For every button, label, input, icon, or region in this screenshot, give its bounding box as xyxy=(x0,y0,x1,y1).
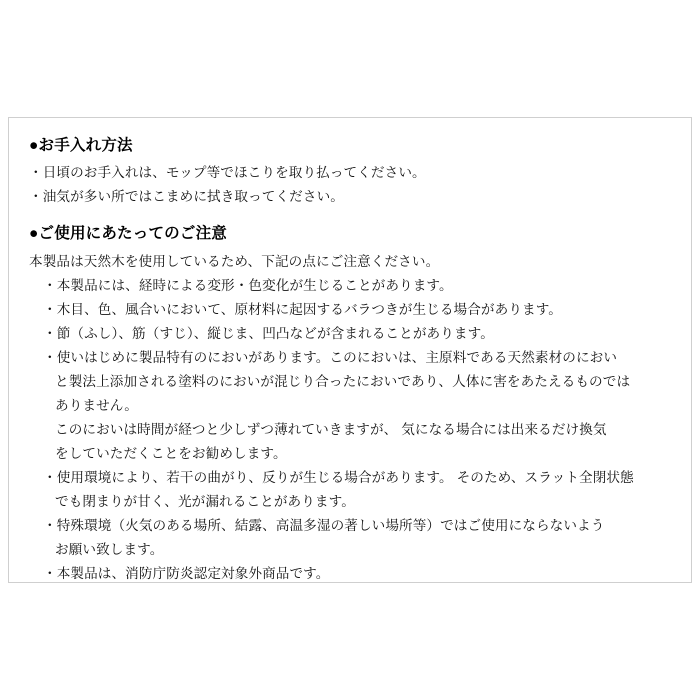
usage-cautions-line-11: ・特殊環境（火気のある場所、結露、高温多湿の著しい場所等）ではご使用にならないよう xyxy=(43,517,605,533)
section-usage-cautions xyxy=(29,222,671,584)
usage-cautions-line-8: をしていただくことをお勧めします。 xyxy=(55,445,287,461)
usage-cautions-line-5: と製法上添加される塗料のにおいが混じり合ったにおいであり、人体に害をあたえるものでは xyxy=(55,373,631,389)
usage-cautions-line-13: ・本製品は、消防庁防炎認定対象外商品です。 xyxy=(43,565,330,581)
usage-cautions-line-4: ・使いはじめに製品特有のにおいがあります。このにおいは、主原料である天然素材のにおい xyxy=(43,349,618,365)
usage-cautions-line-12: お願い致します。 xyxy=(55,541,164,557)
care-method-line-1: ・日頃のお手入れは、モップ等でほこりを取り払ってください。 xyxy=(29,165,426,181)
care-method-line-2: ・油気が多い所ではこまめに拭き取ってください。 xyxy=(29,189,344,205)
usage-cautions-line-9: ・使用環境により、若干の曲がり、反りが生じる場合があります。 そのため、スラット全閉状態 xyxy=(43,469,634,485)
usage-cautions-line-7: このにおいは時間が経つと少しずつ薄れていきますが、 気になる場合には出来るだけ換気 xyxy=(55,421,607,437)
usage-cautions-heading: ●ご使用にあたってのご注意 xyxy=(29,225,227,243)
usage-cautions-line-3: ・節（ふし）、筋（すじ）、縦じま、凹凸などが含まれることがあります。 xyxy=(43,325,494,341)
usage-cautions-line-6: ありません。 xyxy=(55,397,138,413)
section-care-method xyxy=(29,134,671,208)
usage-cautions-intro: 本製品は天然木を使用しているため、下記の点にご注意ください。 xyxy=(29,253,440,269)
care-method-heading: ●お手入れ方法 xyxy=(29,137,133,154)
notice-card-content xyxy=(9,118,691,599)
usage-cautions-line-2: ・木目、色、風合いにおいて、原材料に起因するバラつきが生じる場合があります。 xyxy=(43,301,562,317)
notice-card xyxy=(8,117,692,583)
usage-cautions-line-10: でも閉まりが甘く、光が漏れることがあります。 xyxy=(55,493,355,509)
usage-cautions-line-1: ・本製品には、経時による変形・色変化が生じることがあります。 xyxy=(43,277,453,293)
